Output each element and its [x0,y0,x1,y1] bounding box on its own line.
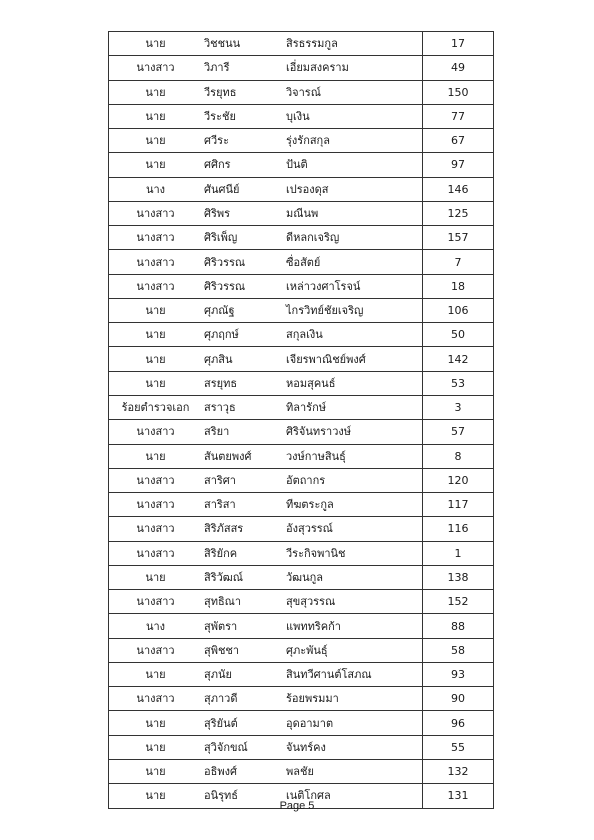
title-cell: นาย [109,662,203,686]
first-name-cell: ศิริวรรณ [202,274,280,298]
last-name-cell: มณีนพ [280,201,423,225]
table-row [109,32,494,56]
first-name-cell: สิริภัสสร [202,517,280,541]
number-cell: 117 [423,493,494,517]
last-name-cell: เอี่ยมสงคราม [280,56,423,80]
last-name-cell: สกุลเงิน [280,323,423,347]
number-cell: 17 [423,32,494,56]
table-row [109,80,494,104]
first-name-cell: สุริยันต์ [202,711,280,735]
first-name-cell: สันตยพงศ์ [202,444,280,468]
number-cell: 142 [423,347,494,371]
table-row [109,444,494,468]
number-cell: 116 [423,517,494,541]
first-name-cell: ศศิกร [202,153,280,177]
title-cell: นาย [109,323,203,347]
title-cell: นาย [109,129,203,153]
table-row [109,468,494,492]
table-row [109,177,494,201]
table-row [109,250,494,274]
title-cell: นางสาว [109,687,203,711]
first-name-cell: สิริยักค [202,541,280,565]
number-cell: 77 [423,104,494,128]
last-name-cell: ทีฆตระกูล [280,493,423,517]
number-cell: 90 [423,687,494,711]
title-cell: นางสาว [109,517,203,541]
title-cell: นางสาว [109,590,203,614]
number-cell: 58 [423,638,494,662]
title-cell: นาย [109,347,203,371]
title-cell: นางสาว [109,56,203,80]
table-row [109,687,494,711]
table-row [109,323,494,347]
number-cell: 125 [423,201,494,225]
title-cell: นางสาว [109,493,203,517]
first-name-cell: ศุภณัฐ [202,298,280,322]
page-number: Page 5 [279,800,315,812]
title-cell: นาย [109,735,203,759]
first-name-cell: อธิพงศ์ [202,759,280,783]
title-cell: นาย [109,711,203,735]
first-name-cell: สาริสา [202,493,280,517]
first-name-cell: สิริวัฒณ์ [202,565,280,589]
table-row [109,711,494,735]
title-cell: นางสาว [109,250,203,274]
first-name-cell: วีระชัย [202,104,280,128]
first-name-cell: ศิริเพ็ญ [202,226,280,250]
last-name-cell: แพททริคก้า [280,614,423,638]
last-name-cell: ศุภะพันธุ์ [280,638,423,662]
first-name-cell: สุทธิณา [202,590,280,614]
last-name-cell: เหล่าวงศาโรจน์ [280,274,423,298]
table-row [109,735,494,759]
first-name-cell: สุภาวดี [202,687,280,711]
table-row [109,56,494,80]
title-cell: นาง [109,614,203,638]
last-name-cell: อุดอามาต [280,711,423,735]
number-cell: 93 [423,662,494,686]
first-name-cell: สุพิชชา [202,638,280,662]
title-cell: นางสาว [109,638,203,662]
table-row [109,274,494,298]
last-name-cell: วิจารณ์ [280,80,423,104]
title-cell: นางสาว [109,468,203,492]
name-list-table [108,31,494,809]
table-row [109,517,494,541]
title-cell: นาย [109,298,203,322]
first-name-cell: สาริศา [202,468,280,492]
last-name-cell: สุขสุวรรณ [280,590,423,614]
table-row [109,662,494,686]
number-cell: 120 [423,468,494,492]
number-cell: 152 [423,590,494,614]
table-row [109,226,494,250]
last-name-cell: สินทวีศานต์โสภณ [280,662,423,686]
number-cell: 150 [423,80,494,104]
last-name-cell: เจียรพาณิชย์พงศ์ [280,347,423,371]
table-row [109,565,494,589]
first-name-cell: สรยุทธ [202,371,280,395]
last-name-cell: หอมสุคนธ์ [280,371,423,395]
number-cell: 8 [423,444,494,468]
title-cell: ร้อยตำรวจเอก [109,395,203,419]
title-cell: นาย [109,371,203,395]
number-cell: 106 [423,298,494,322]
title-cell: นาย [109,784,203,808]
table-row [109,759,494,783]
first-name-cell: ศุภฤกษ์ [202,323,280,347]
last-name-cell: วัฒนกูล [280,565,423,589]
number-cell: 97 [423,153,494,177]
number-cell: 53 [423,371,494,395]
number-cell: 50 [423,323,494,347]
first-name-cell: สุภนัย [202,662,280,686]
last-name-cell: วงษ์กาษสินธุ์ [280,444,423,468]
number-cell: 55 [423,735,494,759]
last-name-cell: ร้อยพรมมา [280,687,423,711]
first-name-cell: วิภารี [202,56,280,80]
title-cell: นางสาว [109,226,203,250]
first-name-cell: วิชชนน [202,32,280,56]
title-cell: นางสาว [109,420,203,444]
title-cell: นาย [109,32,203,56]
last-name-cell: ดีหลกเจริญ [280,226,423,250]
first-name-cell: สราวุธ [202,395,280,419]
last-name-cell: ศิริจันทราวงษ์ [280,420,423,444]
title-cell: นาย [109,153,203,177]
title-cell: นางสาว [109,201,203,225]
first-name-cell: ศุภสิน [202,347,280,371]
table-row [109,153,494,177]
number-cell: 67 [423,129,494,153]
first-name-cell: ศิริพร [202,201,280,225]
table-row [109,614,494,638]
table-row [109,590,494,614]
title-cell: นางสาว [109,274,203,298]
title-cell: นาย [109,759,203,783]
title-cell: นาย [109,444,203,468]
table-row [109,129,494,153]
last-name-cell: ไกรวิทย์ชัยเจริญ [280,298,423,322]
title-cell: นางสาว [109,541,203,565]
number-cell: 96 [423,711,494,735]
last-name-cell: รุ่งรักสกุล [280,129,423,153]
title-cell: นาย [109,80,203,104]
last-name-cell: สิรธรรมกูล [280,32,423,56]
number-cell: 18 [423,274,494,298]
first-name-cell: วีรยุทธ [202,80,280,104]
table-row [109,395,494,419]
table-row [109,347,494,371]
number-cell: 157 [423,226,494,250]
first-name-cell: สริยา [202,420,280,444]
name-list-body [109,32,494,809]
first-name-cell: อนิรุทธ์ [202,784,280,808]
last-name-cell: อังสุวรรณ์ [280,517,423,541]
table-row [109,638,494,662]
last-name-cell: เนติโกศล [280,784,423,808]
table-row [109,541,494,565]
table-row [109,298,494,322]
last-name-cell: เปรองดุส [280,177,423,201]
first-name-cell: สุวิจักขณ์ [202,735,280,759]
last-name-cell: ปันติ [280,153,423,177]
number-cell: 88 [423,614,494,638]
last-name-cell: จันทร์คง [280,735,423,759]
last-name-cell: ทิลารักษ์ [280,395,423,419]
last-name-cell: วีระกิจพานิช [280,541,423,565]
first-name-cell: ศิริวรรณ [202,250,280,274]
table-row [109,493,494,517]
number-cell: 138 [423,565,494,589]
table-row [109,371,494,395]
table-row [109,201,494,225]
first-name-cell: สุพัตรา [202,614,280,638]
table-row [109,420,494,444]
first-name-cell: ศันศนีย์ [202,177,280,201]
number-cell: 49 [423,56,494,80]
last-name-cell: บุเงิน [280,104,423,128]
title-cell: นาง [109,177,203,201]
last-name-cell: ซื่อสัตย์ [280,250,423,274]
last-name-cell: อัตถากร [280,468,423,492]
number-cell: 57 [423,420,494,444]
number-cell: 146 [423,177,494,201]
number-cell: 131 [423,784,494,808]
first-name-cell: ศวีระ [202,129,280,153]
table-row [109,104,494,128]
number-cell: 7 [423,250,494,274]
title-cell: นาย [109,104,203,128]
title-cell: นาย [109,565,203,589]
number-cell: 132 [423,759,494,783]
last-name-cell: พลชัย [280,759,423,783]
number-cell: 1 [423,541,494,565]
number-cell: 3 [423,395,494,419]
